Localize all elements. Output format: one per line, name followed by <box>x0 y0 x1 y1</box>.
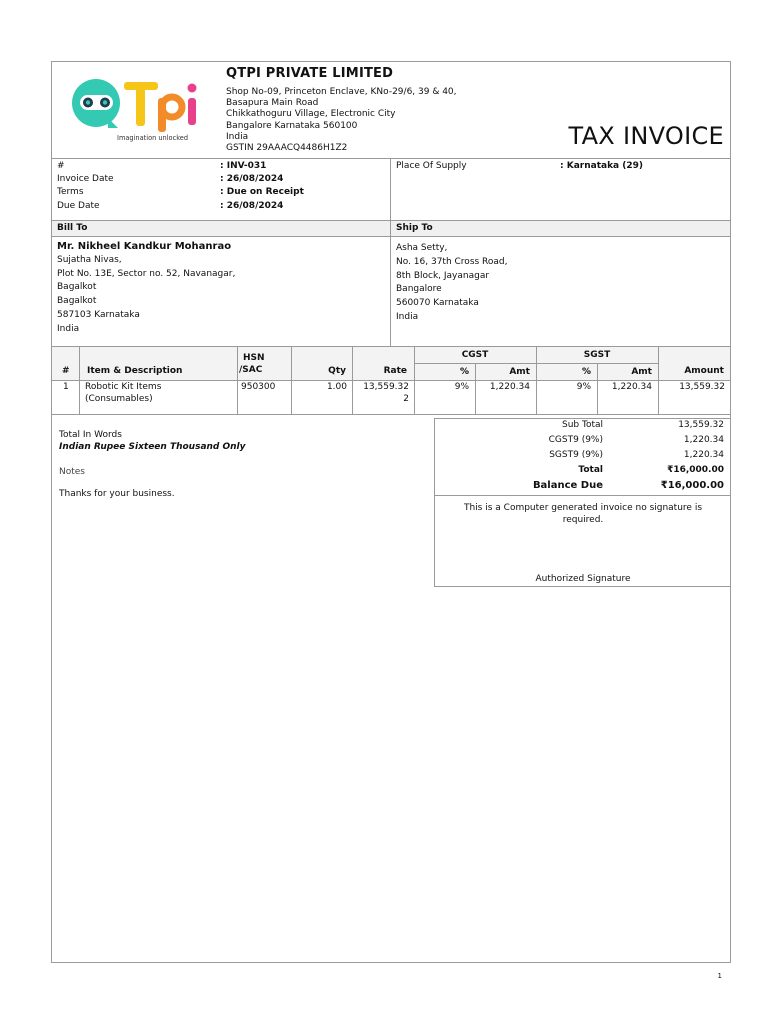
invoice-header <box>52 62 730 158</box>
subtotal-label: Sub Total <box>561 420 603 430</box>
company-address <box>226 87 457 154</box>
ship-to-line: No. 16, 37th Cross Road, <box>396 256 508 267</box>
company-name: QTPI PRIVATE LIMITED <box>226 66 394 81</box>
ship-to-line: India <box>396 311 419 322</box>
bill-to-line: India <box>57 323 80 334</box>
col-header-cgst-amt: Amt <box>509 367 530 377</box>
authorized-signature-label: Authorized Signature <box>535 574 631 584</box>
logo-tagline: Imagination unlocked <box>117 134 189 142</box>
col-header-sgst-amt: Amt <box>631 367 652 377</box>
divider <box>79 346 80 414</box>
divider <box>434 495 731 496</box>
invoice-meta-values <box>220 160 304 213</box>
divider <box>390 158 391 220</box>
company-address-line: Basapura Main Road <box>226 98 319 109</box>
bill-to-line: Sujatha Nivas, <box>57 254 122 265</box>
ship-to-line: Asha Setty, <box>396 243 448 253</box>
company-address-line: Shop No-09, Princeton Enclave, KNo-29/6, 39 & 40, <box>226 87 457 97</box>
row-cgst-amt: 1,220.34 <box>489 382 530 392</box>
place-of-supply-label: Place Of Supply <box>396 161 467 171</box>
col-header-qty: Qty <box>328 366 346 376</box>
col-header-cgst: CGST <box>461 350 489 360</box>
bill-to-line: 587103 Karnataka <box>57 309 140 320</box>
row-item-description: (Consumables) <box>85 393 153 404</box>
divider <box>475 363 476 414</box>
company-address-line: Bangalore Karnataka 560100 <box>226 120 358 131</box>
invoice-number-label: # <box>57 161 65 171</box>
bill-to-line: Plot No. 13E, Sector no. 52, Navanagar, <box>57 268 236 279</box>
cgst-value: 1,220.34 <box>683 435 724 445</box>
sgst-label: SGST9 (9%) <box>549 450 603 460</box>
invoice-meta-labels <box>57 160 114 213</box>
row-item <box>85 382 161 405</box>
divider <box>52 236 730 237</box>
notes-value: Thanks for your business. <box>59 489 175 499</box>
total-in-words-value: Indian Rupee Sixteen Thousand Only <box>59 442 246 452</box>
bill-to-line: Bagalkot <box>57 296 97 307</box>
invoice-number: : INV-031 <box>220 161 267 171</box>
company-address-line: India <box>226 131 249 142</box>
divider <box>291 346 292 414</box>
balance-due-label: Balance Due <box>532 480 603 491</box>
row-qty: 1.00 <box>326 382 347 392</box>
bill-to-name: Mr. Nikheel Kandkur Mohanrao <box>57 241 232 252</box>
bill-to-address <box>57 240 235 337</box>
invoice-page <box>51 61 731 963</box>
divider <box>52 414 730 415</box>
ship-to-line: 560070 Karnataka <box>396 298 479 309</box>
col-header-rate: Rate <box>383 366 407 376</box>
document-title: TAX INVOICE <box>568 122 724 150</box>
col-header-sac: /SAC <box>239 365 263 375</box>
ship-to-heading: Ship To <box>396 223 433 233</box>
row-rate <box>355 382 409 405</box>
company-logo <box>68 74 203 144</box>
due-date-label: Due Date <box>57 200 100 211</box>
page-number: 1 <box>717 972 722 980</box>
bill-to-line: Bagalkot <box>57 282 97 293</box>
divider <box>52 158 730 159</box>
col-header-cgst-pct: % <box>459 367 469 377</box>
row-num: 1 <box>63 382 69 392</box>
ship-to-line: 8th Block, Jayanagar <box>396 270 490 281</box>
col-header-num: # <box>62 366 70 376</box>
row-item-name: Robotic Kit Items <box>85 382 162 392</box>
row-cgst-pct: 9% <box>454 382 469 392</box>
col-header-hsn: HSN <box>243 353 265 363</box>
divider <box>352 346 353 414</box>
company-gstin: GSTIN 29AAACQ4486H1Z2 <box>226 143 348 154</box>
place-of-supply-value: : Karnataka (29) <box>560 161 644 171</box>
total-in-words-label: Total In Words <box>59 430 122 440</box>
notes-label: Notes <box>59 467 85 477</box>
ship-to-line: Bangalore <box>396 284 442 295</box>
divider <box>52 380 730 381</box>
row-sgst-amt: 1,220.34 <box>611 382 652 392</box>
sgst-value: 1,220.34 <box>683 450 724 460</box>
terms-label: Terms <box>57 187 84 198</box>
col-header-item: Item & Description <box>87 366 183 376</box>
divider <box>658 346 659 414</box>
signature-note-line: required. <box>562 514 604 525</box>
row-hsn: 950300 <box>241 382 276 392</box>
col-header-sgst: SGST <box>583 350 611 360</box>
divider <box>52 346 730 347</box>
subtotal-value: 13,559.32 <box>678 420 724 430</box>
divider <box>597 363 598 414</box>
company-address-line: Chikkathoguru Village, Electronic City <box>226 109 396 120</box>
col-header-sgst-pct: % <box>581 367 591 377</box>
invoice-date: : 26/08/2024 <box>220 174 284 185</box>
total-value: ₹16,000.00 <box>667 465 724 475</box>
balance-due-value: ₹16,000.00 <box>660 480 724 491</box>
cgst-label: CGST9 (9%) <box>548 435 603 445</box>
signature-note <box>435 503 731 526</box>
bill-to-heading: Bill To <box>57 223 88 233</box>
row-sgst-pct: 9% <box>576 382 591 392</box>
row-rate-line: 2 <box>403 393 409 404</box>
row-amount: 13,559.32 <box>679 382 725 392</box>
divider <box>390 220 391 346</box>
ship-to-address <box>396 242 508 325</box>
terms-value: : Due on Receipt <box>220 187 304 198</box>
row-rate-line: 13,559.32 <box>363 382 409 392</box>
signature-note-line: This is a Computer generated invoice no signature is <box>463 503 703 513</box>
col-header-amount: Amount <box>684 366 724 376</box>
address-heading-bar <box>52 221 730 236</box>
total-label: Total <box>578 465 603 475</box>
invoice-date-label: Invoice Date <box>57 174 114 185</box>
due-date: : 26/08/2024 <box>220 200 284 211</box>
divider <box>237 346 238 414</box>
company-block <box>226 66 457 154</box>
